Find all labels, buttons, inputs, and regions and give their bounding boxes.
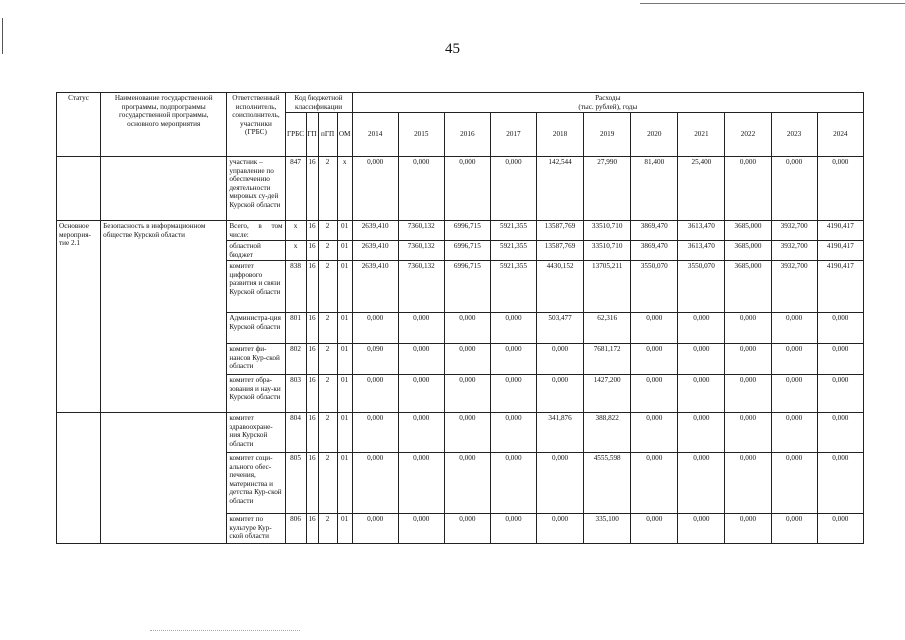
value-cell: 0,000	[490, 375, 536, 413]
name-cell	[101, 157, 227, 221]
code-cell: 2	[318, 157, 337, 221]
responsible-cell: комитет обра-зования и нау-ки Курской области	[227, 375, 285, 413]
code-cell: 16	[306, 375, 318, 413]
value-cell: 6996,715	[444, 261, 490, 313]
bottom-rule	[150, 630, 300, 631]
responsible-cell: комитет соци-ального обес-печения, материнства и детства Кур-ской области	[227, 453, 285, 514]
value-cell: 0,000	[398, 157, 444, 221]
value-cell: 0,000	[631, 313, 678, 344]
code-cell: 2	[318, 221, 337, 241]
value-cell: 0,000	[352, 413, 398, 453]
code-cell: 16	[306, 344, 318, 375]
value-cell: 25,400	[678, 157, 725, 221]
code-cell: 16	[306, 514, 318, 544]
value-cell: 0,000	[817, 375, 863, 413]
value-cell: 13587,769	[537, 241, 584, 261]
table-row	[57, 157, 864, 221]
value-cell: 0,000	[725, 344, 771, 375]
value-cell: 3932,700	[771, 221, 817, 241]
value-cell: 1427,200	[584, 375, 631, 413]
value-cell: 0,000	[444, 375, 490, 413]
value-cell: 2639,410	[352, 261, 398, 313]
value-cell: 0,000	[537, 514, 584, 544]
value-cell: 0,000	[631, 453, 678, 514]
value-cell: 0,000	[352, 514, 398, 544]
value-cell: 33510,710	[584, 221, 631, 241]
value-cell: 5921,355	[490, 221, 536, 241]
code-cell: 806	[285, 514, 306, 544]
code-cell: 801	[285, 313, 306, 344]
code-cell: 16	[306, 453, 318, 514]
value-cell: 0,000	[352, 157, 398, 221]
code-cell: 2	[318, 313, 337, 344]
code-cell: 01	[337, 221, 352, 241]
value-cell: 388,822	[584, 413, 631, 453]
code-cell: 804	[285, 413, 306, 453]
value-cell: 3613,470	[678, 221, 725, 241]
code-cell: 802	[285, 344, 306, 375]
value-cell: 5921,355	[490, 261, 536, 313]
value-cell: 4555,598	[584, 453, 631, 514]
value-cell: 0,000	[537, 453, 584, 514]
value-cell: 0,000	[771, 157, 817, 221]
value-cell: 0,000	[398, 375, 444, 413]
code-cell: 2	[318, 514, 337, 544]
value-cell: 3869,470	[631, 221, 678, 241]
value-cell: 0,000	[771, 375, 817, 413]
value-cell: 0,000	[631, 344, 678, 375]
value-cell: 335,100	[584, 514, 631, 544]
responsible-cell: областной бюджет	[227, 241, 285, 261]
value-cell: 7360,132	[398, 241, 444, 261]
value-cell: 0,000	[678, 453, 725, 514]
code-cell: 01	[337, 344, 352, 375]
code-cell: 2	[318, 344, 337, 375]
header-row-1	[57, 93, 864, 113]
value-cell: 0,000	[352, 313, 398, 344]
value-cell: 0,000	[490, 514, 536, 544]
value-cell: 27,990	[584, 157, 631, 221]
code-cell: 01	[337, 261, 352, 313]
page-number: 45	[445, 41, 460, 57]
value-cell: 4430,152	[537, 261, 584, 313]
value-cell: 13705,211	[584, 261, 631, 313]
responsible-cell: комитет цифрового развития и связи Курской области	[227, 261, 285, 313]
code-cell: 01	[337, 413, 352, 453]
value-cell: 81,400	[631, 157, 678, 221]
col-header-year: 2019	[584, 113, 631, 157]
code-cell: 2	[318, 261, 337, 313]
value-cell: 0,000	[444, 157, 490, 221]
col-header-pgp: пГП	[318, 113, 337, 157]
value-cell: 0,000	[631, 514, 678, 544]
value-cell: 0,000	[725, 453, 771, 514]
value-cell: 0,000	[537, 375, 584, 413]
col-header-year: 2021	[678, 113, 725, 157]
value-cell: 0,000	[444, 514, 490, 544]
value-cell: 0,000	[631, 375, 678, 413]
col-header-year: 2022	[725, 113, 771, 157]
value-cell: 3550,070	[678, 261, 725, 313]
value-cell: 0,000	[398, 514, 444, 544]
value-cell: 6996,715	[444, 241, 490, 261]
value-cell: 0,000	[631, 413, 678, 453]
expenses-subtitle: (тыс. рублей), годы	[578, 102, 638, 111]
code-cell: 838	[285, 261, 306, 313]
value-cell: 0,000	[678, 344, 725, 375]
value-cell: 0,000	[678, 375, 725, 413]
value-cell: 3550,070	[631, 261, 678, 313]
value-cell: 7360,132	[398, 221, 444, 241]
value-cell: 0,000	[678, 514, 725, 544]
code-cell: 01	[337, 453, 352, 514]
value-cell: 0,000	[771, 344, 817, 375]
value-cell: 0,000	[398, 344, 444, 375]
value-cell: 0,000	[771, 413, 817, 453]
code-cell: 16	[306, 261, 318, 313]
code-cell: 2	[318, 241, 337, 261]
value-cell: 4190,417	[817, 261, 863, 313]
status-cell	[57, 157, 101, 221]
col-header-budget-code: Код бюджетной классификации	[285, 93, 352, 113]
name-cell	[101, 413, 227, 544]
value-cell: 62,316	[584, 313, 631, 344]
value-cell: 0,000	[817, 313, 863, 344]
code-cell: 803	[285, 375, 306, 413]
value-cell: 0,000	[352, 375, 398, 413]
value-cell: 3685,000	[725, 241, 771, 261]
value-cell: 341,876	[537, 413, 584, 453]
value-cell: 0,000	[444, 313, 490, 344]
value-cell: 0,000	[444, 344, 490, 375]
table-body	[57, 157, 864, 544]
top-rule	[640, 3, 905, 4]
col-header-om: ОМ	[337, 113, 352, 157]
value-cell: 0,000	[398, 453, 444, 514]
table-row	[57, 413, 864, 453]
code-cell: х	[285, 221, 306, 241]
value-cell: 0,000	[398, 313, 444, 344]
code-cell: 01	[337, 514, 352, 544]
value-cell: 0,000	[490, 453, 536, 514]
value-cell: 0,000	[490, 313, 536, 344]
value-cell: 0,000	[817, 344, 863, 375]
value-cell: 503,477	[537, 313, 584, 344]
col-header-grbs: ГРБС	[285, 113, 306, 157]
value-cell: 0,000	[678, 313, 725, 344]
code-cell: 16	[306, 241, 318, 261]
value-cell: 7681,172	[584, 344, 631, 375]
code-cell: х	[285, 241, 306, 261]
value-cell: 142,544	[537, 157, 584, 221]
col-header-year: 2017	[490, 113, 536, 157]
value-cell: 2639,410	[352, 241, 398, 261]
code-cell: х	[337, 157, 352, 221]
value-cell: 0,000	[537, 344, 584, 375]
value-cell: 0,000	[771, 514, 817, 544]
responsible-cell: комитет здравоохране-ния Курской области	[227, 413, 285, 453]
value-cell: 0,000	[725, 413, 771, 453]
col-header-name: Наименование государственной программы, подпрограммы государственной программы, основного мероприятия	[101, 93, 227, 157]
value-cell: 3869,470	[631, 241, 678, 261]
col-header-gp: ГП	[306, 113, 318, 157]
value-cell: 0,000	[771, 453, 817, 514]
col-header-year: 2015	[398, 113, 444, 157]
code-cell: 2	[318, 453, 337, 514]
code-cell: 805	[285, 453, 306, 514]
value-cell: 0,090	[352, 344, 398, 375]
status-cell	[57, 413, 101, 544]
responsible-cell: комитет фи-нансов Кур-ской области	[227, 344, 285, 375]
code-cell: 847	[285, 157, 306, 221]
col-header-year: 2018	[537, 113, 584, 157]
value-cell: 3685,000	[725, 221, 771, 241]
value-cell: 0,000	[817, 157, 863, 221]
value-cell: 0,000	[678, 413, 725, 453]
value-cell: 0,000	[725, 157, 771, 221]
col-header-year: 2023	[771, 113, 817, 157]
responsible-cell: Всего, в том числе:	[227, 221, 285, 241]
value-cell: 4190,417	[817, 241, 863, 261]
code-cell: 2	[318, 375, 337, 413]
code-cell: 01	[337, 313, 352, 344]
value-cell: 13587,769	[537, 221, 584, 241]
responsible-cell: участник – управление по обеспечению деятельности мировых су-дей Курской области	[227, 157, 285, 221]
value-cell: 3613,470	[678, 241, 725, 261]
value-cell: 3932,700	[771, 241, 817, 261]
value-cell: 0,000	[398, 413, 444, 453]
code-cell: 01	[337, 241, 352, 261]
value-cell: 0,000	[725, 313, 771, 344]
col-header-status: Статус	[57, 93, 101, 157]
value-cell: 0,000	[490, 157, 536, 221]
value-cell: 0,000	[490, 344, 536, 375]
value-cell: 5921,355	[490, 241, 536, 261]
value-cell: 6996,715	[444, 221, 490, 241]
value-cell: 0,000	[817, 453, 863, 514]
col-header-year: 2016	[444, 113, 490, 157]
table-row	[57, 221, 864, 241]
col-header-responsible: Ответственный исполнитель, соисполнитель, участники (ГРБС)	[227, 93, 285, 157]
value-cell: 3932,700	[771, 261, 817, 313]
value-cell: 0,000	[490, 413, 536, 453]
value-cell: 0,000	[771, 313, 817, 344]
name-cell: Безопасность в информационном обществе Курской области	[101, 221, 227, 413]
value-cell: 0,000	[444, 413, 490, 453]
budget-table	[56, 92, 864, 544]
value-cell: 0,000	[725, 375, 771, 413]
value-cell: 0,000	[817, 514, 863, 544]
responsible-cell: Администра-ция Курской области	[227, 313, 285, 344]
value-cell: 0,000	[352, 453, 398, 514]
code-cell: 2	[318, 413, 337, 453]
code-cell: 16	[306, 413, 318, 453]
col-header-expenses	[352, 93, 863, 113]
status-cell: Основное мероприя-тие 2.1	[57, 221, 101, 413]
expenses-title: Расходы	[595, 94, 621, 102]
value-cell: 2639,410	[352, 221, 398, 241]
col-header-year: 2020	[631, 113, 678, 157]
code-cell: 01	[337, 375, 352, 413]
code-cell: 16	[306, 221, 318, 241]
code-cell: 16	[306, 157, 318, 221]
value-cell: 7360,132	[398, 261, 444, 313]
value-cell: 33510,710	[584, 241, 631, 261]
value-cell: 0,000	[817, 413, 863, 453]
value-cell: 0,000	[444, 453, 490, 514]
col-header-year: 2014	[352, 113, 398, 157]
value-cell: 4190,417	[817, 221, 863, 241]
value-cell: 3685,000	[725, 261, 771, 313]
responsible-cell: комитет по культуре Кур-ской области	[227, 514, 285, 544]
col-header-year: 2024	[817, 113, 863, 157]
code-cell: 16	[306, 313, 318, 344]
value-cell: 0,000	[725, 514, 771, 544]
